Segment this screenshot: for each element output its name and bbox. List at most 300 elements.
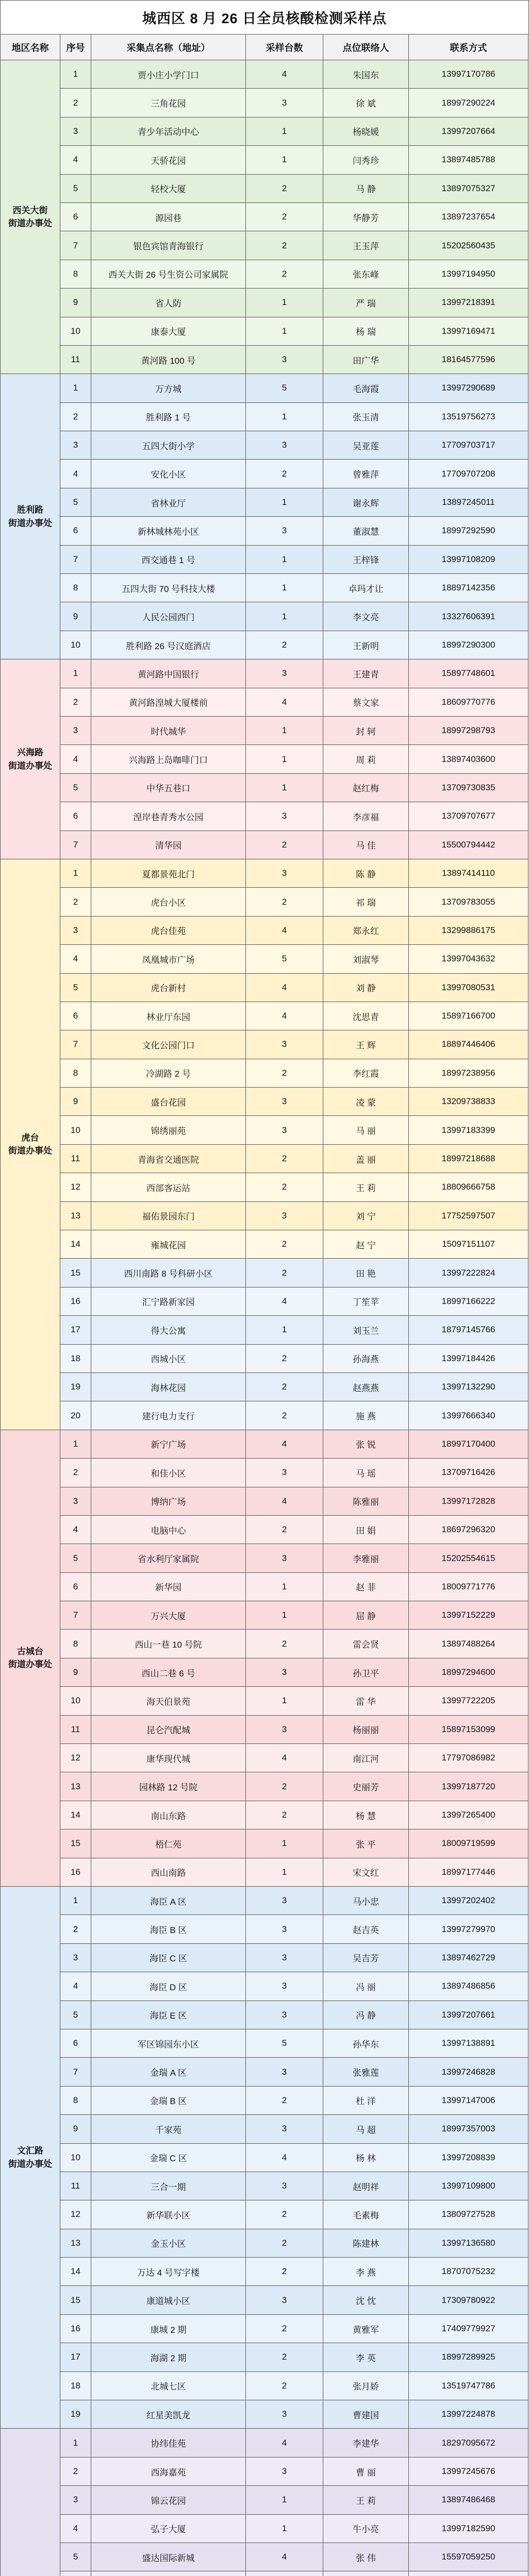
row-seq: 8 — [60, 1630, 91, 1658]
contact-phone: 17409779927 — [409, 2315, 528, 2343]
row-seq: 2 — [60, 2458, 91, 2486]
site-name: 康道城小区 — [91, 2286, 246, 2314]
sampler-count: 3 — [246, 2115, 323, 2143]
region-name-line: 胜利路 — [17, 505, 43, 515]
contact-phone: 13997218391 — [409, 289, 528, 317]
sampler-count: 3 — [246, 2058, 323, 2086]
site-name: 海臣 B 区 — [91, 1915, 246, 1943]
sampler-count: 1 — [246, 117, 323, 146]
contact-phone: 13897488264 — [409, 1630, 528, 1658]
sampler-count: 4 — [246, 688, 323, 717]
site-name: 福佑景园东门 — [91, 1202, 246, 1230]
sampler-count: 1 — [246, 546, 323, 574]
sampler-count: 1 — [246, 488, 323, 517]
row-seq: 18 — [60, 1345, 91, 1373]
sampler-count: 2 — [246, 1230, 323, 1259]
row-seq: 14 — [60, 1801, 91, 1829]
sampler-count: 3 — [246, 2001, 323, 2029]
sampler-count: 4 — [246, 974, 323, 1002]
row-seq: 7 — [60, 1030, 91, 1059]
contact-phone: 13997170786 — [409, 60, 528, 89]
contact-person: 郑永红 — [323, 917, 409, 945]
contact-phone: 13997138891 — [409, 2029, 528, 2058]
row-seq: 5 — [60, 2543, 91, 2571]
site-name: 万兴大厦 — [91, 1601, 246, 1630]
district-section — [1, 1430, 529, 1887]
header-count: 采样台数 — [246, 35, 323, 60]
contact-phone: 13897486856 — [409, 1972, 528, 2001]
sampler-count: 2 — [246, 631, 323, 659]
contact-phone: 18997290224 — [409, 89, 528, 117]
row-seq: 2 — [60, 888, 91, 916]
contact-phone: 15897153099 — [409, 1716, 528, 1744]
contact-phone: 15500794442 — [409, 831, 528, 859]
contact-person: 刘 静 — [323, 974, 409, 1002]
contact-person: 马 静 — [323, 175, 409, 203]
row-seq: 10 — [60, 631, 91, 659]
sampler-count: 2 — [246, 260, 323, 289]
row-seq: 17 — [60, 1316, 91, 1344]
contact-person: 王梓锋 — [323, 546, 409, 574]
sampler-count: 2 — [246, 2087, 323, 2115]
contact-person: 张月娇 — [323, 2372, 409, 2400]
contact-phone: 15597059250 — [409, 2543, 528, 2571]
region-name-line: 街道办事处 — [8, 518, 52, 528]
contact-person: 赵明祥 — [323, 2172, 409, 2200]
contact-phone: 17797086982 — [409, 1744, 528, 1772]
site-name: 万达 4 号写字楼 — [91, 2258, 246, 2286]
row-seq: 12 — [60, 1744, 91, 1772]
site-name: 新华园 — [91, 1573, 246, 1601]
row-seq: 4 — [60, 460, 91, 488]
row-seq: 2 — [60, 688, 91, 717]
contact-person: 南江河 — [323, 1744, 409, 1772]
contact-phone: 15897748601 — [409, 659, 528, 688]
row-seq: 5 — [60, 1544, 91, 1572]
region-name-cell — [1, 1887, 60, 2429]
region-name-line: 街道办事处 — [8, 1146, 52, 1156]
contact-person: 屈 静 — [323, 1601, 409, 1630]
sampler-count: 2 — [246, 2229, 323, 2258]
row-seq: 1 — [60, 2429, 91, 2457]
contact-phone: 13997279970 — [409, 1915, 528, 1943]
sampler-count: 1 — [246, 602, 323, 631]
site-name: 新林城林苑小区 — [91, 517, 246, 545]
row-seq: 8 — [60, 260, 91, 289]
site-name: 海臣 A 区 — [91, 1887, 246, 1915]
row-seq: 16 — [60, 1858, 91, 1887]
contact-person: 田 娟 — [323, 1516, 409, 1544]
sampler-count: 2 — [246, 1772, 323, 1801]
contact-phone: 13997169471 — [409, 317, 528, 346]
sampler-count: 2 — [246, 1516, 323, 1544]
contact-person: 周 莉 — [323, 745, 409, 773]
contact-person: 黄雅军 — [323, 2315, 409, 2343]
site-name: 弘子大厦 — [91, 2515, 246, 2543]
contact-phone: 13997224878 — [409, 2400, 528, 2429]
contact-person: 卓玛才让 — [323, 574, 409, 602]
row-seq: 4 — [60, 745, 91, 773]
contact-person: 马 丽 — [323, 1116, 409, 1144]
site-name: 海臣 C 区 — [91, 1944, 246, 1972]
region-name-line: 街道办事处 — [8, 760, 52, 771]
site-name: 虎台佳苑 — [91, 917, 246, 945]
row-seq: 6 — [60, 203, 91, 231]
sampler-count: 2 — [246, 1059, 323, 1088]
row-seq: 20 — [60, 1401, 91, 1430]
site-name: 万方城 — [91, 374, 246, 402]
contact-phone: 13897414110 — [409, 859, 528, 888]
sampler-count: 4 — [246, 60, 323, 89]
contact-person: 赵燕燕 — [323, 1373, 409, 1401]
contact-person: 王 莉 — [323, 1173, 409, 1201]
contact-person: 王建青 — [323, 659, 409, 688]
contact-phone: 18997292590 — [409, 517, 528, 545]
site-name: 清华园 — [91, 831, 246, 859]
sampler-count: 2 — [246, 231, 323, 260]
contact-person: 张 平 — [323, 1829, 409, 1858]
contact-person: 杨丽丽 — [323, 1716, 409, 1744]
site-name: 虎台新村 — [91, 974, 246, 1002]
row-seq: 3 — [60, 1944, 91, 1972]
contact-person: 曹 丽 — [323, 2458, 409, 2486]
header-seq: 序号 — [60, 35, 91, 60]
sampler-count: 3 — [246, 1202, 323, 1230]
row-seq: 2 — [60, 403, 91, 431]
contact-person: 徐 斌 — [323, 89, 409, 117]
site-name: 金瑞 B 区 — [91, 2087, 246, 2115]
contact-person: 曾雅萍 — [323, 460, 409, 488]
contact-person: 杨晓媛 — [323, 117, 409, 146]
site-name: 西城小区 — [91, 1345, 246, 1373]
contact-phone: 13709716426 — [409, 1459, 528, 1487]
row-seq: 3 — [60, 117, 91, 146]
row-seq: 14 — [60, 2258, 91, 2286]
contact-phone: 13997147006 — [409, 2087, 528, 2115]
sampler-count: 3 — [246, 1658, 323, 1687]
contact-person: 陈雅丽 — [323, 1487, 409, 1516]
contact-phone: 13709707677 — [409, 802, 528, 831]
site-name: 北城七区 — [91, 2372, 246, 2400]
sampler-count: 3 — [246, 346, 323, 374]
sampler-count: 3 — [246, 1459, 323, 1487]
row-seq: 9 — [60, 602, 91, 631]
contact-phone — [409, 2571, 528, 2576]
contact-person: 李彦福 — [323, 802, 409, 831]
site-name: 新华联小区 — [91, 2200, 246, 2229]
contact-phone: 18997177446 — [409, 1858, 528, 1887]
contact-person: 王新明 — [323, 631, 409, 659]
contact-person: 施 燕 — [323, 1401, 409, 1430]
contact-person: 华静芳 — [323, 203, 409, 231]
district-section — [1, 859, 529, 1430]
row-seq: 19 — [60, 1373, 91, 1401]
contact-phone: 13327606391 — [409, 602, 528, 631]
site-name: 兴海路上岛咖啡门口 — [91, 745, 246, 773]
sampler-count: 5 — [246, 374, 323, 402]
site-name: 五四大街 70 号科技大楼 — [91, 574, 246, 602]
sampler-count: 2 — [246, 831, 323, 859]
contact-phone: 15097151107 — [409, 1230, 528, 1259]
row-seq: 11 — [60, 346, 91, 374]
contact-person: 李 英 — [323, 2343, 409, 2371]
contact-person: 张玉清 — [323, 403, 409, 431]
sampler-count: 3 — [246, 2400, 323, 2429]
site-name: 建行电力支行 — [91, 1401, 246, 1430]
contact-phone: 15202560435 — [409, 231, 528, 260]
contact-phone: 17709703717 — [409, 431, 528, 460]
contact-person: 张东峰 — [323, 260, 409, 289]
row-seq: 9 — [60, 1658, 91, 1687]
sampler-count: 2 — [246, 460, 323, 488]
row-seq: 17 — [60, 2343, 91, 2371]
contact-person: 孙海燕 — [323, 1345, 409, 1373]
row-seq: 2 — [60, 1459, 91, 1487]
contact-person: 赵 菲 — [323, 1573, 409, 1601]
contact-person: 马 瑶 — [323, 1459, 409, 1487]
row-seq: 6 — [60, 517, 91, 545]
sampler-count: 3 — [246, 802, 323, 831]
region-name-cell — [1, 1430, 60, 1887]
sampler-count: 3 — [246, 1915, 323, 1943]
contact-phone: 18997289925 — [409, 2343, 528, 2371]
row-seq: 13 — [60, 1202, 91, 1230]
contact-person: 孙华东 — [323, 2029, 409, 2058]
contact-phone: 18897142356 — [409, 574, 528, 602]
site-name: 胜利路 26 号汉庭酒店 — [91, 631, 246, 659]
site-name: 中华五巷口 — [91, 774, 246, 802]
contact-phone: 13897245011 — [409, 488, 528, 517]
site-name: 海湖 2 期 — [91, 2343, 246, 2371]
contact-person: 陈建林 — [323, 2229, 409, 2258]
site-name: 协纬佳苑 — [91, 2429, 246, 2457]
row-seq: 12 — [60, 1173, 91, 1201]
contact-phone: 13897237654 — [409, 203, 528, 231]
sampler-count: 3 — [246, 659, 323, 688]
contact-person: 王玉萍 — [323, 231, 409, 260]
site-name: 西山南路 — [91, 1858, 246, 1887]
site-name: 冷湖路 2 号 — [91, 1059, 246, 1088]
region-name-cell — [1, 60, 60, 374]
row-seq: 16 — [60, 1287, 91, 1316]
site-name: 时代城华 — [91, 717, 246, 745]
sampler-count: 2 — [246, 1373, 323, 1401]
sampler-count: 2 — [246, 2372, 323, 2400]
contact-person: 吴吉芳 — [323, 1944, 409, 1972]
site-name: 园林路 12 号院 — [91, 1772, 246, 1801]
row-seq: 5 — [60, 774, 91, 802]
site-name: 海天伯景苑 — [91, 1687, 246, 1715]
sampler-count: 2 — [246, 2200, 323, 2229]
contact-phone: 13997246828 — [409, 2058, 528, 2086]
contact-phone: 13709730835 — [409, 774, 528, 802]
sampler-count: 2 — [246, 1401, 323, 1430]
row-seq: 1 — [60, 374, 91, 402]
site-name: 黄河路 100 号 — [91, 346, 246, 374]
sampler-count: 3 — [246, 1116, 323, 1144]
site-name: 千家苑 — [91, 2115, 246, 2143]
contact-person: 冯 丽 — [323, 1972, 409, 2001]
sampler-count: 3 — [246, 517, 323, 545]
site-name: 和佳小区 — [91, 1459, 246, 1487]
contact-person: 蔡文家 — [323, 688, 409, 717]
row-seq: 3 — [60, 431, 91, 460]
row-seq: 1 — [60, 1430, 91, 1459]
contact-person: 张 锐 — [323, 1430, 409, 1459]
row-seq: 19 — [60, 2400, 91, 2429]
sampler-count: 3 — [246, 2172, 323, 2200]
row-seq: 10 — [60, 1116, 91, 1144]
contact-person: 马 佳 — [323, 831, 409, 859]
contact-phone: 13897403600 — [409, 745, 528, 773]
contact-person: 刘玉兰 — [323, 1316, 409, 1344]
contact-person: 张 伟 — [323, 2543, 409, 2571]
row-seq: 7 — [60, 2058, 91, 2086]
contact-phone: 18009719599 — [409, 1829, 528, 1858]
row-seq: 4 — [60, 146, 91, 174]
contact-phone: 18164577596 — [409, 346, 528, 374]
site-name: 湟岸巷青秀水公园 — [91, 802, 246, 831]
row-seq: 15 — [60, 1829, 91, 1858]
site-name: 南山东路 — [91, 1801, 246, 1829]
row-seq: 9 — [60, 2115, 91, 2143]
row-seq: 14 — [60, 1230, 91, 1259]
sampler-count: 3 — [246, 1716, 323, 1744]
site-name: 黄河路中国银行 — [91, 659, 246, 688]
district-section — [1, 659, 529, 859]
contact-person: 曹建国 — [323, 2400, 409, 2429]
site-name: 人民公园西门 — [91, 602, 246, 631]
sampler-count: 2 — [246, 1173, 323, 1201]
contact-person: 杜 洋 — [323, 2087, 409, 2115]
sampler-count: 3 — [246, 1030, 323, 1059]
contact-phone: 13997207661 — [409, 2001, 528, 2029]
sampler-count: 5 — [246, 2029, 323, 2058]
contact-person: 雷 华 — [323, 1687, 409, 1715]
site-name: 文化公园门口 — [91, 1030, 246, 1059]
sampler-count: 3 — [246, 1088, 323, 1116]
site-name: 雍城花园 — [91, 1230, 246, 1259]
contact-phone: 13997722205 — [409, 1687, 528, 1715]
site-name: 军区锦园东小区 — [91, 2029, 246, 2058]
row-seq: 1 — [60, 1887, 91, 1915]
contact-person: 冯 静 — [323, 2001, 409, 2029]
contact-phone: 13997666340 — [409, 1401, 528, 1430]
site-name: 西关大街 26 号生资公司家属院 — [91, 260, 246, 289]
contact-person: 王 莉 — [323, 2486, 409, 2514]
sampler-count: 1 — [246, 1829, 323, 1858]
contact-phone: 13997136580 — [409, 2229, 528, 2258]
row-seq: 4 — [60, 1516, 91, 1544]
district-section — [1, 1887, 529, 2429]
row-seq: 16 — [60, 2315, 91, 2343]
row-seq: 6 — [60, 1573, 91, 1601]
sampler-count: 2 — [246, 888, 323, 916]
sampler-count: 4 — [246, 1487, 323, 1516]
site-name: 西川南路 8 号科研小区 — [91, 1259, 246, 1287]
row-seq: 2 — [60, 1915, 91, 1943]
row-seq: 3 — [60, 2486, 91, 2514]
contact-phone: 18707075232 — [409, 2258, 528, 2286]
contact-person: 马 超 — [323, 2115, 409, 2143]
site-name: 青少年活动中心 — [91, 117, 246, 146]
contact-person: 李雅丽 — [323, 1544, 409, 1572]
row-seq: 9 — [60, 1088, 91, 1116]
sampler-count: 4 — [246, 2429, 323, 2457]
sampler-count: 5 — [246, 945, 323, 973]
row-seq: 1 — [60, 60, 91, 89]
contact-phone: 13897485788 — [409, 146, 528, 174]
sampler-count: 3 — [246, 1544, 323, 1572]
sampler-count: 1 — [246, 2486, 323, 2514]
contact-person: 沈思青 — [323, 1002, 409, 1030]
site-name: 西海嘉苑 — [91, 2458, 246, 2486]
row-seq: 5 — [60, 974, 91, 1002]
region-name-line: 街道办事处 — [8, 1659, 52, 1670]
site-name: 盛达国际新城 — [91, 2543, 246, 2571]
site-name: 轻校大厦 — [91, 175, 246, 203]
site-name: 红星美凯龙 — [91, 2400, 246, 2429]
sampler-count: 1 — [246, 2515, 323, 2543]
contact-phone: 15202554615 — [409, 1544, 528, 1572]
contact-person: 杨 瑞 — [323, 317, 409, 346]
district-section — [1, 2429, 529, 2576]
sampler-count: 2 — [246, 175, 323, 203]
row-seq: 3 — [60, 917, 91, 945]
sampler-count: 2 — [246, 203, 323, 231]
contact-person: 凌 蒙 — [323, 1088, 409, 1116]
sampler-count: 2 — [246, 1259, 323, 1287]
region-name-line: 街道办事处 — [8, 218, 52, 229]
site-name: 五四大街小学 — [91, 431, 246, 460]
row-seq: 8 — [60, 1059, 91, 1088]
sampler-count: 1 — [246, 717, 323, 745]
row-seq: 7 — [60, 231, 91, 260]
contact-person: 盖 丽 — [323, 1145, 409, 1173]
contact-phone: 13997290689 — [409, 374, 528, 402]
row-seq: 9 — [60, 289, 91, 317]
sampler-count: 4 — [246, 2543, 323, 2571]
contact-person: 杨 慧 — [323, 1801, 409, 1829]
contact-person — [323, 2571, 409, 2576]
row-seq: 10 — [60, 1687, 91, 1715]
contact-phone: 13997265400 — [409, 1801, 528, 1829]
site-name: 虎台小区 — [91, 888, 246, 916]
region-name-line: 街道办事处 — [8, 2159, 52, 2169]
region-name-line: 兴海路 — [17, 748, 43, 758]
row-seq: 5 — [60, 2001, 91, 2029]
region-name-line: 古城台 — [17, 1646, 43, 1656]
contact-person: 杨 林 — [323, 2144, 409, 2172]
contact-phone: 13997109800 — [409, 2172, 528, 2200]
contact-person: 王 辉 — [323, 1030, 409, 1059]
contact-phone: 13809727528 — [409, 2200, 528, 2229]
row-seq: 10 — [60, 317, 91, 346]
site-name: 梧仁苑 — [91, 1829, 246, 1858]
contact-phone: 13997152229 — [409, 1601, 528, 1630]
region-name-cell — [1, 859, 60, 1430]
sampler-count: 3 — [246, 89, 323, 117]
contact-person: 孙卫平 — [323, 1658, 409, 1687]
sampler-count: 3 — [246, 1887, 323, 1915]
row-seq: 4 — [60, 945, 91, 973]
contact-phone: 13997207664 — [409, 117, 528, 146]
site-name: 三角花园 — [91, 89, 246, 117]
sampler-count: 3 — [246, 859, 323, 888]
contact-phone: 13997132290 — [409, 1373, 528, 1401]
site-name: 西部客运站 — [91, 1173, 246, 1201]
row-seq: 3 — [60, 717, 91, 745]
